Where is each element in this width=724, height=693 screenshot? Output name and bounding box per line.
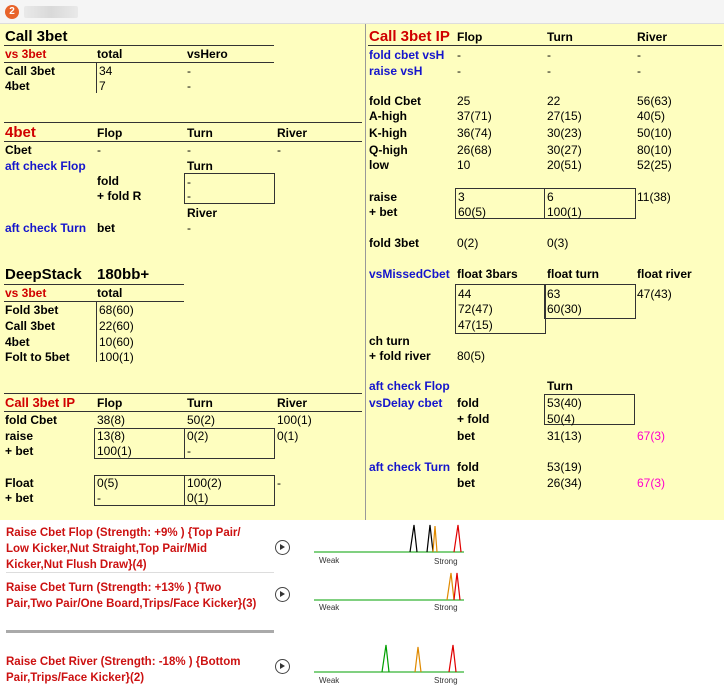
strong-label: Strong [434, 603, 458, 612]
fold-cbet-vsh-turn: - [547, 48, 551, 62]
plus-bet-flop: 100(1) [97, 444, 132, 458]
raise-vsh-turn: - [547, 64, 551, 78]
strength-item-line: Pair,Two Pair/One Board,Trips/Face Kicker}(3) [6, 598, 257, 610]
raise-label: raise [369, 190, 398, 204]
strength-distribution-chart [314, 642, 464, 676]
divider-line [4, 284, 184, 285]
strength-item-line: Raise Cbet River (Strength: -18% ) {Bottom [6, 656, 241, 668]
cell-separator [544, 188, 545, 219]
fold-cbet-flop: 25 [457, 94, 471, 108]
cell-separator [184, 428, 185, 459]
vsmissed-h1: float 3bars [457, 267, 518, 281]
raise-vsh-label: raise vsH [369, 64, 423, 78]
strength-item-line: Pair,Trips/Face Kicker}(2) [6, 672, 145, 684]
delay-bet-turn: 31(13) [547, 429, 582, 443]
call3bet-row-total: 34 [99, 64, 113, 78]
divider-line [368, 45, 722, 46]
vsmissed-value: 47(15) [458, 318, 493, 332]
float-flop: 0(5) [97, 476, 119, 490]
strong-label: Strong [434, 557, 458, 566]
call3betip-right-header-river: River [637, 30, 668, 44]
fourbet-turn-label: Turn [187, 159, 213, 173]
plus-bet-label: + bet [369, 205, 398, 219]
distribution-spike [454, 525, 461, 552]
aft-check-turn-label: aft check Turn [369, 460, 451, 474]
call3betip-left-header-flop: Flop [97, 396, 123, 410]
call3bet-row-vshero: - [187, 64, 191, 78]
fourbet-aft-check-flop: aft check Flop [5, 159, 86, 173]
separator-line [6, 630, 274, 633]
raise-vsh-river: - [637, 64, 641, 78]
strength-item-line: Low Kicker,Nut Straight,Top Pair/Mid [6, 543, 208, 555]
khigh-flop: 36(74) [457, 126, 492, 140]
act-bet-river: 67(3) [637, 476, 666, 490]
play-icon[interactable] [275, 540, 290, 555]
fold-cbet-flop: 38(8) [97, 413, 126, 427]
float-bet-label: + bet [5, 491, 34, 505]
call3betip-right-title: Call 3bet IP [369, 28, 450, 45]
call3bet-row-label: Call 3bet [5, 64, 56, 78]
fourbet-bet-label: bet [97, 221, 115, 235]
distribution-spike [454, 573, 460, 600]
call3betip-left-title: Call 3bet IP [5, 395, 76, 410]
weak-label: Weak [319, 556, 340, 565]
distribution-spike [415, 647, 421, 672]
ahigh-river: 40(5) [637, 109, 666, 123]
fourbet-cbet-river: - [277, 143, 281, 157]
raise-flop: 3 [458, 190, 465, 204]
cell-separator [96, 63, 97, 93]
qhigh-turn: 30(27) [547, 143, 582, 157]
turn-header: Turn [547, 379, 573, 393]
deepstack-row-label: Folt to 5bet [5, 350, 70, 364]
deepstack-row-label: Fold 3bet [5, 303, 59, 317]
play-icon[interactable] [275, 587, 290, 602]
float-turn: 100(2) [187, 476, 222, 490]
fold-cbet-turn: 50(2) [187, 413, 216, 427]
fourbet-header-river: River [277, 126, 308, 140]
vsdelay-label: vsDelay cbet [369, 396, 443, 410]
delay-bet-river: 67(3) [637, 429, 666, 443]
fold-river-label: + fold river [369, 349, 431, 363]
fourbet-cbet-turn: - [187, 143, 191, 157]
ahigh-label: A-high [369, 109, 407, 123]
raise-flop: 13(8) [97, 429, 126, 443]
qhigh-label: Q-high [369, 143, 408, 157]
call3bet-header-total: total [97, 47, 123, 61]
khigh-river: 50(10) [637, 126, 672, 140]
strength-item-line: Kicker,Nut Flush Draw}(4) [6, 559, 147, 571]
fold-cbet-label: fold Cbet [5, 413, 57, 427]
column-divider [365, 24, 366, 520]
distribution-spike [449, 645, 456, 672]
khigh-turn: 30(23) [547, 126, 582, 140]
fourbet-title: 4bet [5, 124, 36, 141]
deepstack-row-label: 4bet [5, 335, 30, 349]
act-bet-label: bet [457, 476, 475, 490]
fold-cbet-vsh-label: fold cbet vsH [369, 48, 445, 62]
plus-bet-turn: - [187, 444, 191, 458]
delay-fold-turn: 53(40) [547, 396, 582, 410]
deepstack-row-value: 10(60) [99, 335, 134, 349]
call3bet-row-vshero: - [187, 79, 191, 93]
vsmissed-value: 60(30) [547, 302, 582, 316]
float-label: Float [5, 476, 34, 490]
vsmissed-value: 44 [458, 287, 472, 301]
delay-plusfold-turn: 50(4) [547, 412, 576, 426]
low-flop: 10 [457, 158, 471, 172]
plus-bet-label: + bet [5, 444, 34, 458]
ch-turn-label: ch turn [369, 334, 410, 348]
raise-vsh-flop: - [457, 64, 461, 78]
strength-distribution-chart [314, 570, 464, 604]
raise-turn: 6 [547, 190, 554, 204]
distribution-spike [433, 526, 437, 552]
deepstack-row-value: 68(60) [99, 303, 134, 317]
vsmissed-h2: float turn [547, 267, 599, 281]
divider-line [4, 122, 362, 123]
divider-line [4, 62, 274, 63]
fold-cbet-river: 100(1) [277, 413, 312, 427]
deepstack-row-value: 22(60) [99, 319, 134, 333]
strength-distribution-chart [314, 522, 464, 556]
fold-river-value: 80(5) [457, 349, 486, 363]
raise-river: 11(38) [637, 190, 671, 204]
call3bet-row-label: 4bet [5, 79, 30, 93]
strong-label: Strong [434, 676, 458, 685]
divider-line [4, 45, 274, 46]
call3betip-left-header-turn: Turn [187, 396, 213, 410]
fold3bet-flop: 0(2) [457, 236, 479, 250]
raise-turn: 0(2) [187, 429, 209, 443]
deepstack-header-vs3bet: vs 3bet [5, 286, 47, 300]
fourbet-river-label: River [187, 206, 218, 220]
delay-plusfold-label: + fold [457, 412, 490, 426]
cell-separator [184, 475, 185, 506]
deepstack-row-value: 100(1) [99, 350, 134, 364]
fourbet-fold-value: - [187, 175, 191, 189]
qhigh-flop: 26(68) [457, 143, 492, 157]
fold-cbet-river: 56(63) [637, 94, 672, 108]
act-bet-turn: 26(34) [547, 476, 582, 490]
fourbet-turn-box [184, 173, 275, 204]
fold-cbet-turn: 22 [547, 94, 561, 108]
weak-label: Weak [319, 603, 340, 612]
vsmissed-value: 63 [547, 287, 561, 301]
vsmissed-h3: float river [637, 267, 692, 281]
khigh-label: K-high [369, 126, 407, 140]
distribution-spike [382, 645, 389, 672]
fourbet-fold-label: fold [97, 174, 119, 188]
plus-bet-turn: 100(1) [547, 205, 582, 219]
strength-item-line: Raise Cbet Flop (Strength: +9% ) {Top Pair/ [6, 527, 241, 539]
title-bar [0, 0, 724, 24]
call3betip-right-header-flop: Flop [457, 30, 483, 44]
delay-bet-label: bet [457, 429, 475, 443]
deepstack-header-total: total [97, 286, 123, 300]
play-icon[interactable] [275, 659, 290, 674]
fourbet-bet-value: - [187, 221, 191, 235]
vsmissed-value: 47(43) [637, 287, 672, 301]
fold-cbet-label: fold Cbet [369, 94, 421, 108]
fourbet-fold-r-label: + fold R [97, 189, 142, 203]
fourbet-cbet-label: Cbet [5, 143, 32, 157]
qhigh-river: 80(10) [637, 143, 672, 157]
delay-fold-label: fold [457, 396, 479, 410]
distribution-spike [410, 525, 417, 552]
low-river: 52(25) [637, 158, 672, 172]
float-bet-flop: - [97, 491, 101, 505]
distribution-spike [427, 525, 433, 552]
float-river: - [277, 476, 281, 490]
call3bet-header-vshero: vsHero [187, 47, 228, 61]
fourbet-cbet-flop: - [97, 143, 101, 157]
deepstack-row-label: Call 3bet [5, 319, 56, 333]
divider-line [4, 141, 362, 142]
raise-label: raise [5, 429, 34, 443]
divider-line [4, 301, 184, 302]
weak-label: Weak [319, 676, 340, 685]
fold3bet-turn: 0(3) [547, 236, 569, 250]
raise-river: 0(1) [277, 429, 299, 443]
ahigh-flop: 37(71) [457, 109, 492, 123]
divider-line [4, 393, 362, 394]
fourbet-aft-check-turn: aft check Turn [5, 221, 87, 235]
low-turn: 20(51) [547, 158, 582, 172]
fold-cbet-vsh-river: - [637, 48, 641, 62]
distribution-spike [447, 573, 454, 600]
low-label: low [369, 158, 389, 172]
act-fold-label: fold [457, 460, 479, 474]
call3betip-right-header-turn: Turn [547, 30, 573, 44]
call3bet-row-total: 7 [99, 79, 106, 93]
deepstack-title: DeepStack [5, 266, 82, 283]
aft-check-flop-label: aft check Flop [369, 379, 450, 393]
vsmissed-value: 72(47) [458, 302, 493, 316]
fourbet-header-turn: Turn [187, 126, 213, 140]
separator-line [6, 572, 274, 573]
notification-badge: 2 [5, 5, 19, 19]
ahigh-turn: 27(15) [547, 109, 582, 123]
fourbet-fold-r-value: - [187, 189, 191, 203]
blurred-player-name [24, 6, 78, 18]
act-fold-turn: 53(19) [547, 460, 582, 474]
call3bet-header-vs3bet: vs 3bet [5, 47, 47, 61]
fold3bet-label: fold 3bet [369, 236, 419, 250]
cell-separator [96, 302, 97, 362]
call3bet-title: Call 3bet [5, 28, 68, 45]
float-bet-turn: 0(1) [187, 491, 209, 505]
fold-cbet-vsh-flop: - [457, 48, 461, 62]
plus-bet-flop: 60(5) [458, 205, 487, 219]
divider-line [4, 411, 362, 412]
vsmissed-label: vsMissedCbet [369, 267, 450, 281]
fourbet-header-flop: Flop [97, 126, 123, 140]
deepstack-stack: 180bb+ [97, 266, 150, 283]
call3betip-left-header-river: River [277, 396, 308, 410]
strength-item-line: Raise Cbet Turn (Strength: +13% ) {Two [6, 582, 222, 594]
